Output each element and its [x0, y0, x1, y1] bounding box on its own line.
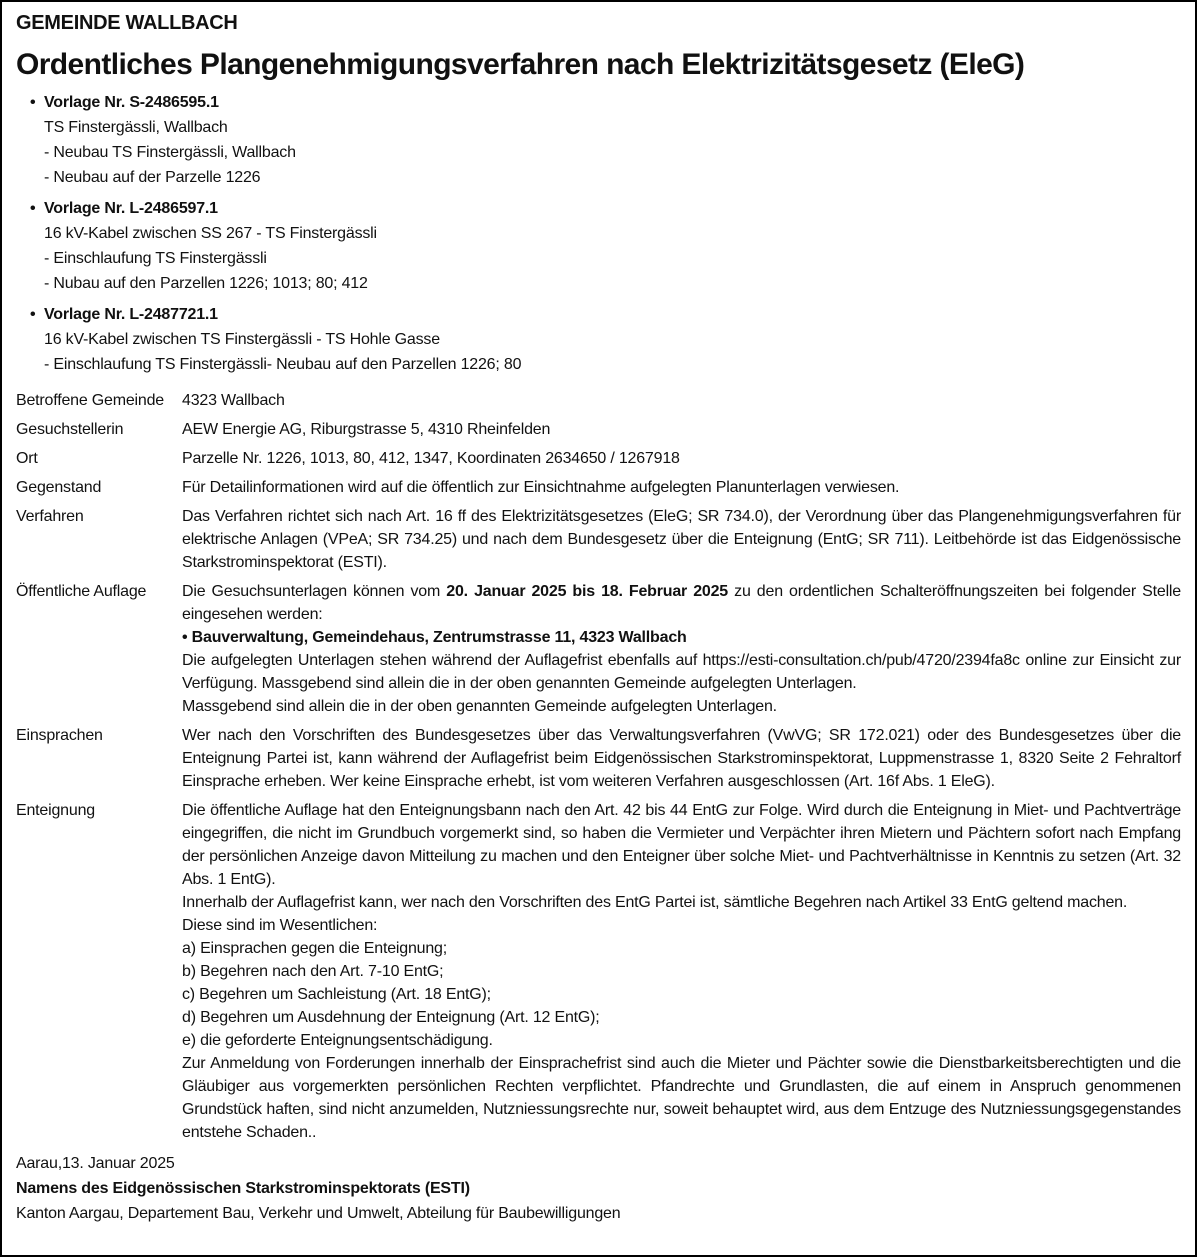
detail-paragraph	[182, 418, 1181, 441]
detail-paragraph	[182, 914, 1181, 937]
detail-paragraph	[182, 799, 1181, 891]
footer-place-date: Aarau,13. Januar 2025	[16, 1155, 175, 1172]
detail-label: Ort	[16, 450, 38, 467]
footer-authority: Namens des Eidgenössischen Starkstrominspektorats (ESTI)	[16, 1180, 470, 1197]
text: Die öffentliche Auflage hat den Enteignungsbann nach den Art. 42 bis 44 EntG zur Folge. Wird durch die Enteignung in Miet- und Pachtverträge eingegriffen, die nicht im Grundbuch vorgemerkt sind, so haben die Vermieter und Verpächter ihren Mietern und Pächtern sofort nach Empfang der persönlichen Anzeige davon Mitteilung zu machen und den Enteigner über solche Miet- und Pachtverhältnisse in Kenntnis zu setzen (Art. 32 Abs. 1 EntG).	[182, 802, 1181, 888]
detail-paragraph	[182, 476, 1181, 499]
detail-paragraph	[182, 1006, 1181, 1029]
text: Für Detailinformationen wird auf die öffentlich zur Einsichtnahme aufgelegten Planunterlagen verwiesen.	[182, 479, 900, 496]
text: Die aufgelegten Unterlagen stehen während der Auflagefrist ebenfalls auf https://esti-consultation.ch/pub/4720/2394fa8c online zur Einsicht zur Verfügung. Massgebend sind allein die in der oben genannten Gemeinde aufgelegten Unterlagen.	[182, 652, 1181, 692]
detail-paragraph	[182, 580, 1181, 626]
vorlage-heading: • Vorlage Nr. S-2486595.1	[44, 90, 1181, 115]
detail-value	[182, 389, 1181, 412]
detail-label: Öffentliche Auflage	[16, 583, 147, 600]
detail-paragraph	[182, 983, 1181, 1006]
detail-row	[16, 580, 1181, 718]
vorlage-item	[16, 196, 1181, 296]
detail-paragraph	[182, 891, 1181, 914]
detail-label: Enteignung	[16, 802, 95, 819]
text: Massgebend sind allein die in der oben genannten Gemeinde aufgelegten Unterlagen.	[182, 698, 777, 715]
text: Wer nach den Vorschriften des Bundesgesetzes über das Verwaltungsverfahren (VwVG; SR 172.021) oder des Bundesgesetzes über die Enteignung Partei ist, kann während der Auflagefrist beim Eidgenössischen Starkstrominspektorat, Luppmenstrasse 1, 8320 Seite 2 Fehraltorf Einsprache erheben. Wer keine Einsprache erhebt, ist vom weiteren Verfahren ausgeschlossen (Art. 16f Abs. 1 EleG).	[182, 727, 1181, 790]
detail-value	[182, 447, 1181, 470]
detail-row	[16, 799, 1181, 1144]
vorlage-line: - Einschlaufung TS Finstergässli- Neubau auf den Parzellen 1226; 80	[44, 356, 522, 373]
detail-paragraph	[182, 695, 1181, 718]
detail-value	[182, 724, 1181, 793]
municipality-header: GEMEINDE WALLBACH	[16, 12, 238, 34]
detail-paragraph	[182, 626, 1181, 649]
page-title: Ordentliches Plangenehmigungsverfahren nach Elektrizitätsgesetz (EleG)	[16, 48, 1025, 81]
vorlagen-list	[16, 90, 1181, 377]
text: Diese sind im Wesentlichen:	[182, 917, 378, 934]
text: c) Begehren um Sachleistung (Art. 18 EntG);	[182, 986, 491, 1003]
text: 4323 Wallbach	[182, 392, 285, 409]
text: zu den ordentlichen Schalteröffnungszeiten bei folgender Stelle eingesehen werden:	[182, 583, 1181, 623]
text: Das Verfahren richtet sich nach Art. 16 ff des Elektrizitätsgesetzes (EleG; SR 734.0), der Verordnung über das Plangenehmigungsverfahren für elektrische Anlagen (VPeA; SR 734.25) und nach dem Bundesgesetz über die Enteignung (EntG; SR 711). Leitbehörde ist das Eidgenössische Starkstrominspektorat (ESTI).	[182, 508, 1181, 571]
detail-paragraph	[182, 1052, 1181, 1144]
vorlage-item	[16, 90, 1181, 190]
text: Die Gesuchsunterlagen können vom	[182, 583, 447, 600]
vorlage-line: - Neubau TS Finstergässli, Wallbach	[44, 144, 296, 161]
vorlage-line: - Neubau auf der Parzelle 1226	[44, 169, 261, 186]
vorlage-heading: • Vorlage Nr. L-2487721.1	[44, 302, 1181, 327]
detail-row	[16, 505, 1181, 574]
vorlage-line: - Nubau auf den Parzellen 1226; 1013; 80; 412	[44, 275, 368, 292]
text: e) die geforderte Enteignungsentschädigung.	[182, 1032, 493, 1049]
detail-label: Verfahren	[16, 508, 84, 525]
footer	[16, 1151, 1181, 1226]
text: Parzelle Nr. 1226, 1013, 80, 412, 1347, Koordinaten 2634650 / 1267918	[182, 450, 680, 467]
text: AEW Energie AG, Riburgstrasse 5, 4310 Rheinfelden	[182, 421, 551, 438]
vorlage-line: TS Finstergässli, Wallbach	[44, 119, 228, 136]
detail-row	[16, 724, 1181, 793]
vorlage-line: - Einschlaufung TS Finstergässli	[44, 250, 267, 267]
detail-value	[182, 418, 1181, 441]
detail-label: Gegenstand	[16, 479, 102, 496]
text: b) Begehren nach den Art. 7-10 EntG;	[182, 963, 444, 980]
detail-paragraph	[182, 937, 1181, 960]
footer-department: Kanton Aargau, Departement Bau, Verkehr und Umwelt, Abteilung für Baubewilligungen	[16, 1205, 621, 1222]
text: a) Einsprachen gegen die Enteignung;	[182, 940, 448, 957]
bold-text: • Bauverwaltung, Gemeindehaus, Zentrumstrasse 11, 4323 Wallbach	[182, 629, 687, 646]
vorlage-item	[16, 302, 1181, 377]
detail-paragraph	[182, 1029, 1181, 1052]
detail-value	[182, 476, 1181, 499]
detail-value	[182, 799, 1181, 1144]
detail-row	[16, 476, 1181, 499]
detail-label: Betroffene Gemeinde	[16, 392, 165, 409]
vorlage-line: 16 kV-Kabel zwischen SS 267 - TS Finstergässli	[44, 225, 377, 242]
detail-paragraph	[182, 960, 1181, 983]
bold-text: 20. Januar 2025 bis 18. Februar 2025	[446, 583, 728, 600]
detail-paragraph	[182, 447, 1181, 470]
detail-paragraph	[182, 505, 1181, 574]
vorlage-line: 16 kV-Kabel zwischen TS Finstergässli - TS Hohle Gasse	[44, 331, 440, 348]
detail-paragraph	[182, 649, 1181, 695]
detail-value	[182, 580, 1181, 718]
detail-label: Einsprachen	[16, 727, 103, 744]
detail-paragraph	[182, 724, 1181, 793]
detail-row	[16, 389, 1181, 412]
detail-value	[182, 505, 1181, 574]
details-table	[16, 389, 1181, 1144]
text: Zur Anmeldung von Forderungen innerhalb der Einsprachefrist sind auch die Mieter und Pächter sowie die Dienstbarkeitsberechtigten und die Gläubiger aus vorgemerkten persönlichen Rechten verpflichtet. Pfandrechte und Grundlasten, die auf einem in Anspruch genommenen Grundstück haften, sind nicht anzumelden, Nutzniessungsrechte nur, soweit behauptet wird, aus dem Entzuge des Nutzniessungsgegenstandes entstehe Schaden..	[182, 1055, 1181, 1141]
detail-label: Gesuchstellerin	[16, 421, 124, 438]
detail-row	[16, 418, 1181, 441]
detail-row	[16, 447, 1181, 470]
text: Innerhalb der Auflagefrist kann, wer nach den Vorschriften des EntG Partei ist, sämtliche Begehren nach Artikel 33 EntG geltend machen.	[182, 894, 1128, 911]
vorlage-heading: • Vorlage Nr. L-2486597.1	[44, 196, 1181, 221]
detail-paragraph	[182, 389, 1181, 412]
text: d) Begehren um Ausdehnung der Enteignung (Art. 12 EntG);	[182, 1009, 600, 1026]
